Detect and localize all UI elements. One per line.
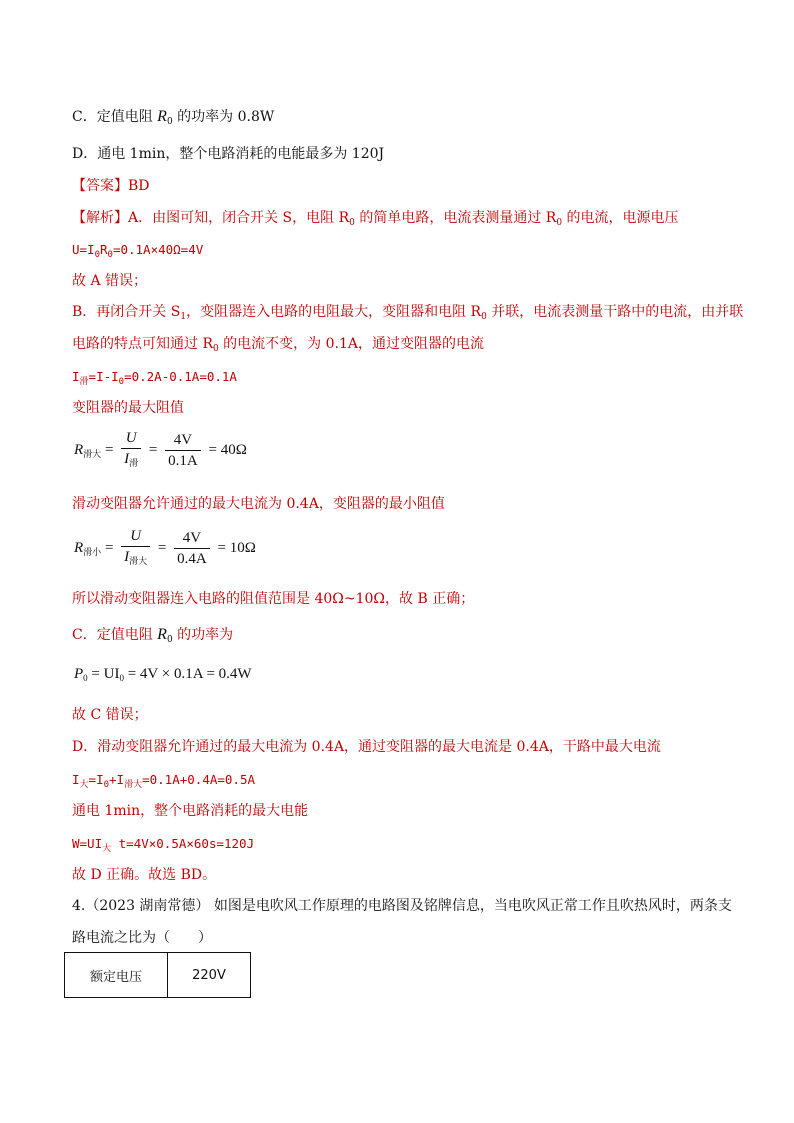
question-4-line2: 路电流之比为（ ） [72, 930, 212, 946]
option-c: C．定值电阻 $R_0$ 的功率为 0.8W [72, 108, 275, 127]
equation-i-total: $I_大=I_0+I_{滑大}=0.1A+0.4A=0.5A$ [72, 772, 255, 790]
formula-r-max: $R_{滑大}$ = U $I_滑$ = $\frac{4V}{0.1A}$ = 40Ω [74, 428, 247, 473]
rated-voltage-label: 额定电压 [65, 953, 168, 998]
nameplate-table [64, 952, 251, 998]
analysis-a: 【解析】A．由图可知，闭合开关 S，电阻 $R_0$ 的简单电路，电流表测量通过 $R_0$ 的电流，电源电压 [72, 210, 679, 228]
fraction-4v-01a: $\frac{4V}{0.1A}$ [165, 430, 201, 471]
equation-w: $W=UI_大$ t=4V×0.5A×60s=120J [72, 836, 255, 854]
max-resistance-label: 变阻器的最大阻值 [72, 400, 184, 416]
formula-r-min: $R_{滑小}$ = U $I_{滑大}$ = $\frac{4V}{0.4A}$ = 10Ω [74, 526, 256, 571]
analysis-b-line1: B．再闭合开关 $S_1$，变阻器连入电路的电阻最大，变阻器和电阻 $R_0$ 并联，电流表测量干路中的电流，由并联 [72, 304, 744, 322]
question-4-line1: 4.（2023 湖南常德） 如图是电吹风工作原理的电路图及铭牌信息，当电吹风正常工作且吹热风时，两条支 [72, 898, 732, 914]
rated-voltage-value: 220V [168, 953, 251, 998]
analysis-d: D．滑动变阻器允许通过的最大电流为 0.4A，通过变阻器的最大电流是 0.4A，干路中最大电流 [72, 739, 661, 755]
d-correct: 故 D 正确。故选 BD。 [72, 867, 217, 883]
analysis-b-line2: 电路的特点可知通过 $R_0$ 的电流不变，为 0.1A，通过变阻器的电流 [72, 336, 485, 354]
formula-power: $P_0 = UI_0 = 4V \times 0.1A = 0.4W$ [74, 666, 252, 683]
a-wrong: 故 A 错误； [72, 273, 148, 289]
energy-label: 通电 1min，整个电路消耗的最大电能 [72, 803, 309, 819]
answer: 【答案】BD [72, 178, 150, 194]
table-row [65, 953, 251, 998]
option-d: D．通电 1min，整个电路消耗的电能最多为 120J [72, 146, 385, 162]
c-wrong: 故 C 错误； [72, 707, 148, 723]
fraction-u-i: U $I_滑$ [121, 428, 141, 473]
analysis-c: C．定值电阻 $R_0$ 的功率为 [72, 626, 234, 645]
fraction-u-imax: U $I_{滑大}$ [121, 526, 150, 571]
max-current-label: 滑动变阻器允许通过的最大电流为 0.4A，变阻器的最小阻值 [72, 496, 445, 512]
equation-u: $U=I_0R_0=0.1A\times 40\Omega=4V$ [72, 242, 204, 260]
equation-i-slide: $I_滑=I-I_0=0.2A-0.1A=0.1A$ [72, 369, 237, 387]
range-conclusion: 所以滑动变阻器连入电路的阻值范围是 40Ω~10Ω，故 B 正确； [72, 591, 475, 607]
fraction-4v-04a: $\frac{4V}{0.4A}$ [174, 528, 210, 569]
